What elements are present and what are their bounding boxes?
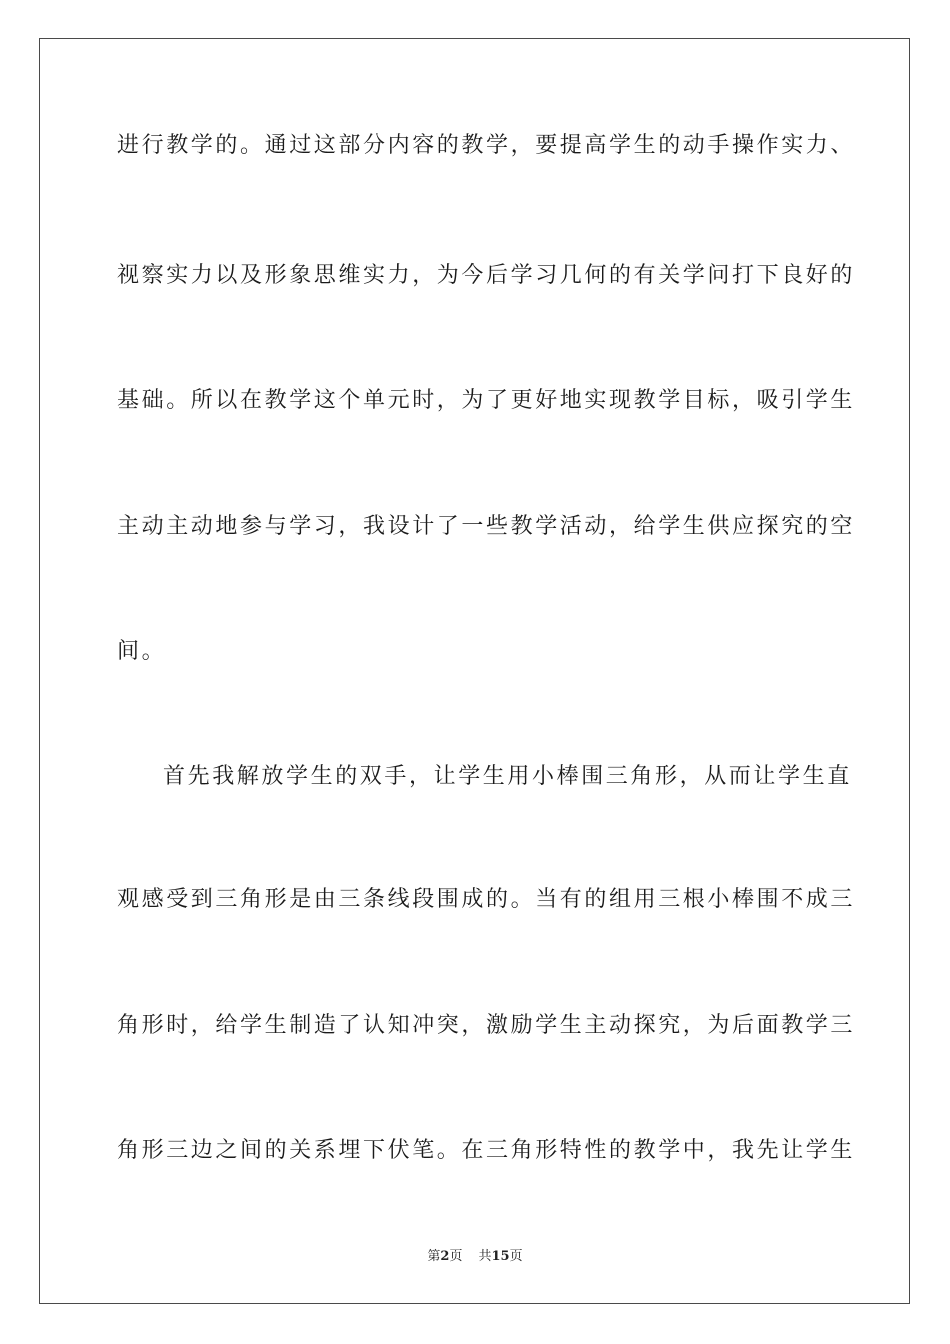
total-prefix: 共: [478, 1249, 492, 1264]
page-border: [39, 38, 910, 1304]
body-text-line: 间。: [117, 639, 167, 664]
paragraph-first-line: 首先我解放学生的双手，让学生用小棒围三角形，从而让学生直: [163, 764, 852, 789]
body-text-line: 角形时，给学生制造了认知冲突，激励学生主动探究，为后面教学三: [117, 1013, 856, 1038]
page-suffix: 页: [449, 1249, 463, 1264]
page-number: 2: [440, 1249, 450, 1264]
body-text-line: 主动主动地参与学习，我设计了一些教学活动，给学生供应探究的空: [117, 514, 856, 539]
total-suffix: 页: [509, 1249, 523, 1264]
body-text-line: 角形三边之间的关系埋下伏笔。在三角形特性的教学中，我先让学生: [117, 1138, 856, 1163]
body-text-line: 基础。所以在教学这个单元时，为了更好地实现教学目标，吸引学生: [117, 388, 856, 413]
page-footer: [0, 1248, 950, 1266]
page-prefix: 第: [427, 1249, 441, 1264]
body-text-line: 观感受到三角形是由三条线段围成的。当有的组用三根小棒围不成三: [117, 887, 856, 912]
total-pages: 15: [491, 1249, 510, 1264]
body-text-line: 进行教学的。通过这部分内容的教学，要提高学生的动手操作实力、: [117, 133, 856, 158]
body-text-line: 视察实力以及形象思维实力，为今后学习几何的有关学问打下良好的: [117, 263, 856, 288]
